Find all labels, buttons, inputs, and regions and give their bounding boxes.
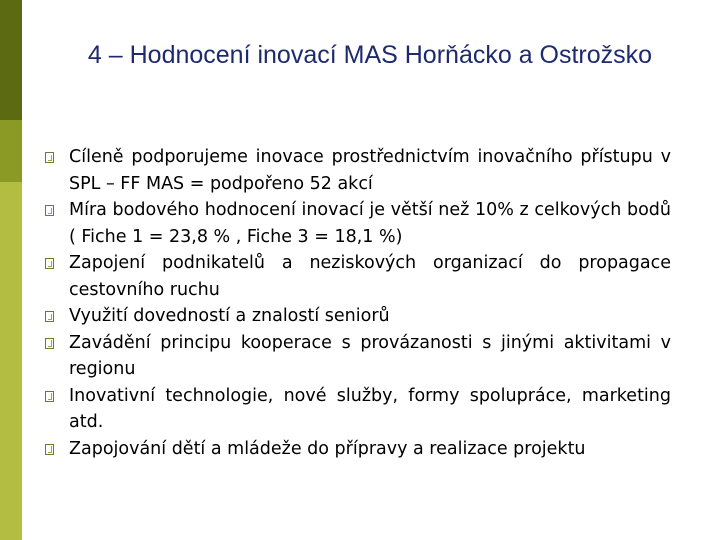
- list-item-text: Zavádění principu kooperace s provázanosti s jinými aktivitami v regionu: [69, 332, 671, 379]
- list-item-text: Zapojování dětí a mládeže do přípravy a realizace projektu: [69, 438, 586, 459]
- side-accent-bar-middle: [0, 120, 22, 182]
- hollow-square-bullet-icon: [45, 391, 54, 402]
- hollow-square-bullet-icon: [45, 205, 54, 216]
- side-accent-bar-top: [0, 0, 22, 120]
- list-item-text: Využití dovedností a znalostí seniorů: [69, 306, 390, 326]
- list-item: [45, 303, 671, 330]
- hollow-square-bullet-icon: [45, 152, 54, 163]
- hollow-square-bullet-icon: [45, 444, 54, 455]
- list-item: [45, 383, 671, 436]
- list-item: [45, 197, 671, 250]
- list-item: [45, 436, 671, 463]
- hollow-square-bullet-icon: [45, 311, 54, 322]
- list-item-text: Míra bodového hodnocení inovací je větší než 10% z celkových bodů ( Fiche 1 = 23,8 % , Fiche 3 = 18,1 %): [69, 200, 671, 247]
- slide-title: 4 – Hodnocení inovací MAS Horňácko a Ostrožsko: [87, 41, 653, 69]
- bullet-list: [45, 144, 671, 462]
- list-item: [45, 250, 671, 303]
- list-item-text: Zapojení podnikatelů a neziskových organizací do propagace cestovního ruchu: [69, 253, 671, 300]
- hollow-square-bullet-icon: [45, 258, 54, 269]
- list-item: [45, 330, 671, 383]
- list-item: [45, 144, 671, 197]
- side-accent-bar-bottom: [0, 182, 22, 540]
- list-item-text: Inovativní technologie, nové služby, formy spolupráce, marketing atd.: [69, 385, 671, 432]
- hollow-square-bullet-icon: [45, 338, 54, 349]
- list-item-text: Cíleně podporujeme inovace prostřednictvím inovačního přístupu v SPL – FF MAS = podpořeno 52 akcí: [69, 147, 671, 194]
- side-accent-bar: [0, 0, 22, 540]
